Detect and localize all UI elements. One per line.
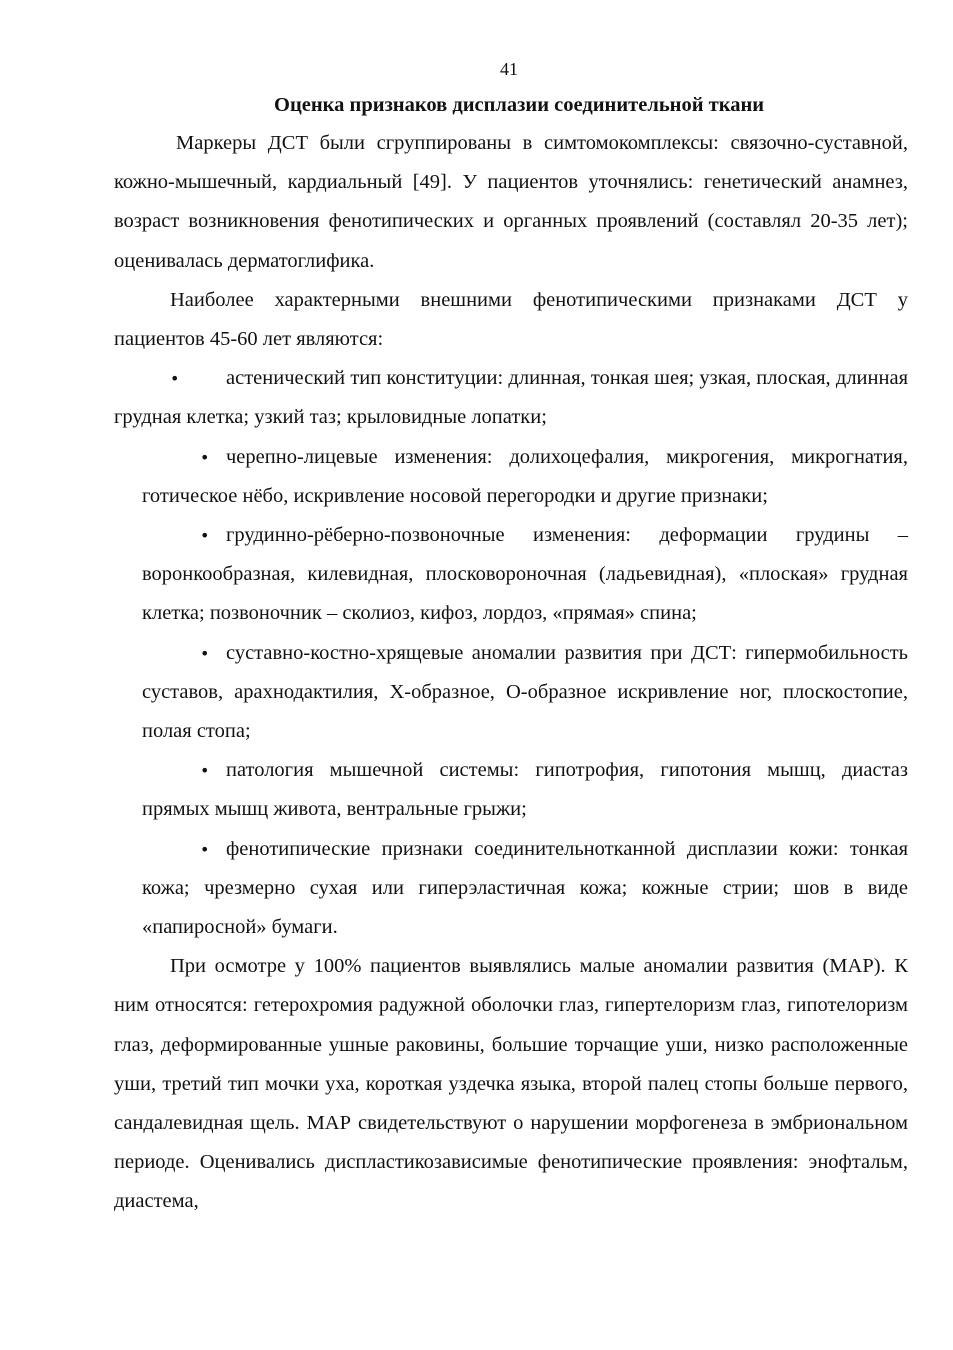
bullet-item [114, 359, 908, 437]
bullet-text: грудинно-рёберно-позвоночные изменения: деформации грудины – воронкообразная, килевидная, плосковороночная (ладьевидная), «плоская» грудная клетка; позвоночник – сколиоз, кифоз, лордоз, «прямая» спина; [142, 524, 908, 625]
bullet-item [142, 751, 908, 829]
bullet-text: фенотипические признаки соединительнотканной дисплазии кожи: тонкая кожа; чрезмерно сухая или гиперэластичная кожа; кожные стрии; шов в виде «папиросной» бумаги. [142, 837, 908, 939]
bullet-item [142, 438, 908, 516]
paragraph-lead: Наиболее характерными внешними фенотипическими признаками ДСТ у пациентов 45-60 лет являются: [114, 288, 908, 351]
bullet-icon: • [200, 839, 210, 859]
document-body [114, 124, 908, 1222]
bullet-icon: • [170, 369, 180, 389]
section-title: Оценка признаков дисплазии соединительной ткани [274, 94, 765, 116]
bullet-item [142, 516, 908, 634]
bullet-icon: • [200, 643, 210, 663]
bullet-text: черепно-лицевые изменения: долихоцефалия, микрогения, микрогнатия, готическое нёбо, искривление носовой перегородки и другие признаки; [142, 445, 908, 507]
bullet-icon: • [200, 526, 210, 546]
page-number: 41 [500, 59, 518, 79]
bullet-item [142, 634, 908, 752]
bullet-text: астенический тип конституции: длинная, тонкая шея; узкая, плоская, длинная грудная клетка; узкий таз; крыловидные лопатки; [114, 367, 908, 429]
bullet-text: суставно-костно-хрящевые аномалии развития при ДСТ: гипермобильность суставов, арахнодактилия, Х-образное, О-образное искривление ног, плоскостопие, полая стопа; [142, 641, 908, 743]
paragraph-closing: При осмотре у 100% пациентов выявлялись малые аномалии развития (МАР). К ним относятся: гетерохромия радужной оболочки глаз, гипертелоризм глаз, гипотелоризм глаз, деформированные ушные раковины, большие торчащие уши, низко расположенные уши, третий тип мочки уха, короткая уздечка языка, второй палец стопы больше первого, сандалевидная щель. МАР свидетельствуют о нарушении морфогенеза в эмбриональном периоде. Оценивались диспластикозависимые фенотипические проявления: энофтальм, диастема, [114, 955, 908, 1213]
bullet-icon: • [200, 761, 210, 781]
bullet-icon: • [200, 447, 210, 467]
paragraph-intro: Маркеры ДСТ были сгруппированы в симтомокомплексы: связочно-суставной, кожно-мышечный, кардиальный [49]. У пациентов уточнялись: генетический анамнез, возраст возникновения фенотипических и органных проявлений (составлял 20-35 лет); оценивалась дерматоглифика. [114, 132, 908, 272]
bullet-text: патология мышечной системы: гипотрофия, гипотония мышц, диастаз прямых мышц живота, вентральные грыжи; [142, 759, 908, 821]
bullet-item [142, 830, 908, 948]
